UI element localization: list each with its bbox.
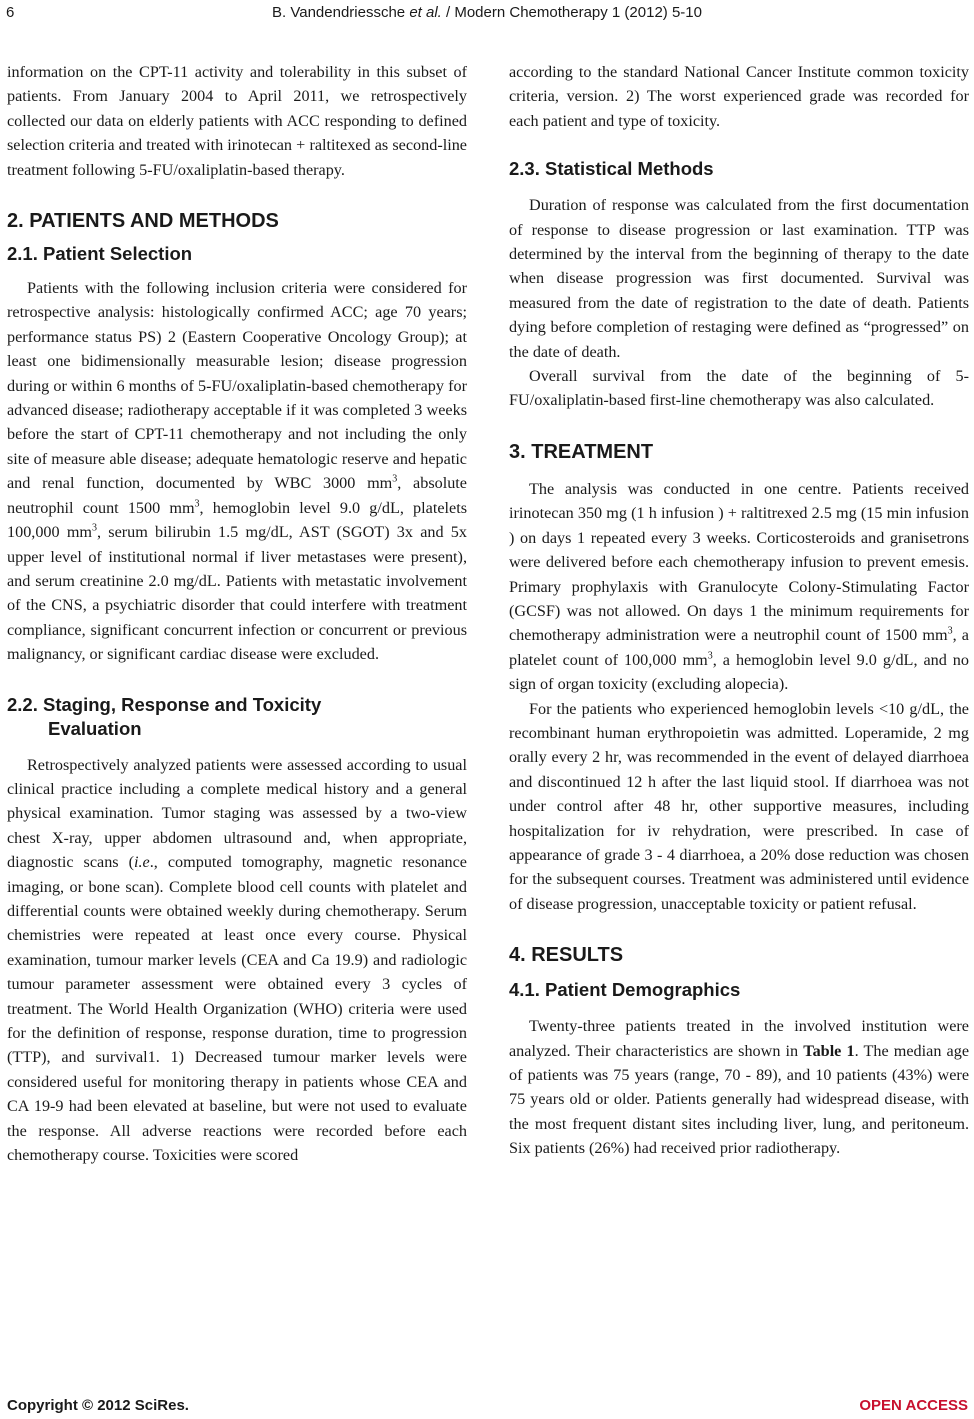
text-run: Twenty-three patients treated in the involved institution were analyzed. Their characteristics are shown in bbox=[509, 1017, 969, 1060]
section-2-3-heading: 2.3. Statistical Methods bbox=[509, 158, 714, 180]
text-run: . The median age of patients was 75 years (range, 70 - 89), and 10 patients (43%) were 75 years old or older. Patients generally had widespread disease, with the most frequent distant sites including liver, lung, and peritoneum. Six patients (26%) had received prior radiotherapy. bbox=[509, 1041, 969, 1158]
section-3-heading: 3. TREATMENT bbox=[509, 440, 654, 463]
superscript: 3 bbox=[947, 625, 953, 637]
text-run: , a hemoglobin level 9.0 g/dL, and no sign of organ toxicity (excluding alopecia). bbox=[509, 650, 969, 694]
superscript: 3 bbox=[707, 650, 713, 662]
section-4-heading: 4. RESULTS bbox=[509, 944, 624, 967]
page-number: 6 bbox=[6, 4, 15, 21]
toxicity-continuation-paragraph: according to the standard National Cancer Institute common toxicity criteria, version. 2) The worst experienced grade was recorded for each patient and type of toxicity. bbox=[509, 63, 969, 130]
section-2-heading: 2. PATIENTS AND METHODS bbox=[7, 210, 279, 233]
superscript: 3 bbox=[92, 522, 98, 534]
staging-paragraph bbox=[7, 753, 467, 1168]
overall-survival-paragraph: Overall survival from the date of the beginning of 5-FU/oxaliplatin-based first-line chemotherapy was also calculated. bbox=[509, 367, 969, 410]
intro-paragraph: information on the CPT-11 activity and tolerability in this subset of patients. From January 2004 to April 2011, we retrospectively collected our data on elderly patients with ACC responding to defined selection criteria and treated with irinotecan + raltitexed as second-line treatment following 5-FU/oxaliplatin-based therapy. bbox=[7, 63, 467, 179]
section-2-2-heading bbox=[7, 693, 467, 741]
table-reference: Table 1 bbox=[803, 1041, 855, 1060]
text-run: Retrospectively analyzed patients were assessed according to usual clinical practice including a complete medical history and a general physical examination. Tumor staging was assessed by a two-view chest X-ray, upper abdomen ultrasound and, when appropriate, diagnostic scans ( bbox=[7, 755, 467, 872]
superscript: 3 bbox=[194, 498, 200, 510]
header-et-al: et al. bbox=[409, 4, 442, 21]
superscript: 3 bbox=[392, 473, 398, 485]
italic-text: i.e bbox=[134, 853, 150, 872]
text-run: Patients with the following inclusion criteria were considered for retrospective analysis: histologically confirmed ACC; age 70 years; performance status PS) 2 (Eastern Cooperative Oncology Group); at least one bidimensionally measurable lesion; disease progression during or within 6 months of 5-FU/oxaliplatin-based chemotherapy for advanced disease; radiotherapy acceptable if it was completed 3 weeks before the start of CPT-11 chemotherapy and not including the only site of measure able disease; adequate hematologic reserve and hepatic and renal function, documented by WBC 3000 mm bbox=[7, 279, 467, 493]
section-2-1-heading: 2.1. Patient Selection bbox=[7, 243, 193, 265]
copyright-footer: Copyright © 2012 SciRes. bbox=[7, 1397, 189, 1414]
text-run: ., computed tomography, magnetic resonance imaging, or bone scan). Complete blood cell counts with platelet and differential counts were obtained weekly during chemotherapy. Serum chemistries were repeated at least once every course. Physical examination, tumour marker levels (CEA and Ca 19.9) and radiologic tumour parameter assessment were obtained every 3 cycles of treatment. The World Health Organization (WHO) criteria were used for the definition of response, response duration, time to progression (TTP), and survival1. 1) Decreased tumour marker levels were considered useful for monitoring therapy in patients whose CEA and CA 19-9 had been elevated at baseline, but were not used to evaluate the response. All adverse reactions were recorded before each chemotherapy course. Toxicities were scored bbox=[7, 853, 467, 1165]
running-header bbox=[0, 4, 974, 21]
text-run: , absolute neutrophil count 1500 mm bbox=[7, 474, 467, 517]
section-4-1-heading: 4.1. Patient Demographics bbox=[509, 979, 741, 1001]
text-run: , hemoglobin level 9.0 g/dL, platelets 100,000 mm bbox=[7, 498, 467, 542]
supportive-care-paragraph: For the patients who experienced hemoglobin levels <10 g/dL, the recombinant human erythropoietin was admitted. Loperamide, 2 mg orally every 2 hr, was recommended in the event of delayed diarrhoea and discontinued 12 h after the last liquid stool. If diarrhoea was not under control after 48 hr, other supportive measures, including hospitalization for iv rehydration, were prescribed. In case of appearance of grade 3 - 4 diarrhoea, a 20% dose reduction was chosen for the subsequent courses. Treatment was administered until evidence of disease progression, unacceptable toxicity or patient refusal. bbox=[509, 699, 969, 913]
treatment-paragraph bbox=[509, 477, 969, 697]
open-access-footer: OPEN ACCESS bbox=[859, 1397, 968, 1414]
demographics-paragraph bbox=[509, 1014, 969, 1160]
heading-line: 2.2. Staging, Response and Toxicity bbox=[7, 693, 322, 715]
text-run: The analysis was conducted in one centre. Patients received irinotecan 350 mg (1 h infusion ) + raltitrexed 2.5 mg (15 min infusion ) on days 1 repeated every 3 weeks. Corticosteroids and granisetrons were delivered before each chemotherapy infusion to prevent emesis. Primary prophylaxis with Granulocyte Colony-Stimulating Factor (GCSF) was not allowed. On days 1 the minimum requirements for chemotherapy administration were a neutrophil count of 1500 mm bbox=[509, 479, 969, 645]
text-run: , a platelet count of 100,000 mm bbox=[509, 626, 969, 669]
left-column bbox=[7, 60, 467, 1167]
heading-line: Evaluation bbox=[48, 717, 142, 739]
right-column bbox=[509, 60, 969, 1161]
header-journal-citation: / Modern Chemotherapy 1 (2012) 5-10 bbox=[441, 4, 702, 21]
patient-selection-paragraph bbox=[7, 276, 467, 667]
text-run: , serum bilirubin 1.5 mg/dL, AST (SGOT) 3x and 5x upper level of institutional normal if liver metastases were present), and serum creatinine 2.0 mg/dL. Patients with metastatic involvement of the CNS, a psychiatric disorder that could interfere with treatment compliance, significant concurrent infection or concurrent or previous malignancy, or significant cardiac disease were excluded. bbox=[7, 523, 467, 664]
statistical-methods-paragraph: Duration of response was calculated from the first documentation of response to disease progression or last examination. TTP was determined by the interval from the beginning of therapy to the date when disease progression was first documented. Survival was measured from the date of registration to the date of death. Patients dying before completion of restaging were defined as “progressed” on the date of death. bbox=[509, 196, 969, 361]
header-authors: B. Vandendriessche bbox=[272, 4, 410, 21]
